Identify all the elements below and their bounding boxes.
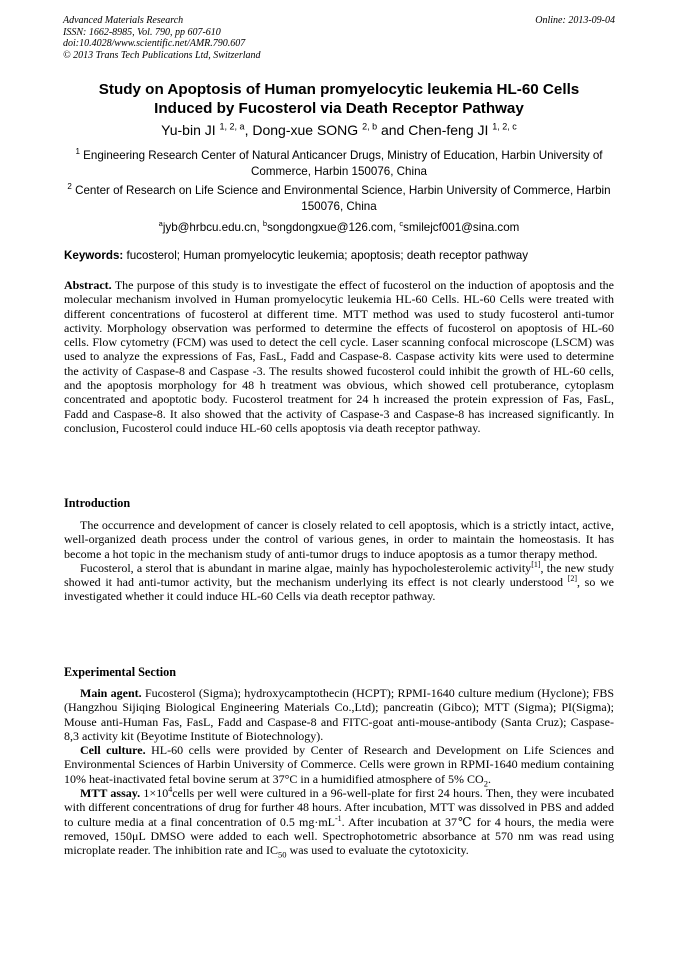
- email-b-link[interactable]: songdongxue@126.com,: [267, 221, 397, 234]
- abstract-label: Abstract.: [64, 278, 112, 292]
- intro-paragraph-2: [64, 561, 614, 604]
- author-3-affil: 1, 2, c: [492, 121, 517, 132]
- main-agent-label: Main agent.: [80, 686, 142, 700]
- affiliation-2-number: 2: [67, 182, 72, 192]
- affiliation-1: [75, 148, 603, 179]
- journal-name: Advanced Materials Research: [63, 15, 184, 26]
- mtt-exponent-2: -1: [334, 813, 342, 823]
- intro-p2-part-a: Fucosterol, a sterol that is abundant in marine algae, mainly has hypocholesterolemic activity: [80, 560, 532, 575]
- intro-paragraph-1: The occurrence and development of cancer is closely related to cell apoptosis, which is a strictly intact, active, well-organized death process under the control of various genes, in order to maintain the homeostasis. It has become a hot topic in the mechanism study of anti-tumor drugs to induce apoptosis as a tumor therapy method.: [64, 518, 614, 561]
- co2-subscript: 2: [483, 778, 488, 789]
- journal-header: [63, 15, 615, 61]
- mtt-part-b: cells per well were cultured in a 96-well-plate for first 24 hours. Then, they were incubated with different concentrations of drug for further 48 hours. After incubation, MTT was dissolved in PBS and added to culture media at a final concentration of 0.5 mg·mL: [64, 786, 615, 829]
- copyright-line: © 2013 Trans Tech Publications Ltd, Switzerland: [63, 49, 261, 61]
- cell-culture-end: .: [487, 771, 491, 786]
- experimental-body: [64, 686, 614, 858]
- mtt-part-c: . After incubation at 37℃ for 4 hours, the media were removed, 150μL DMSO were added to each well. Spectrophotometric absorbance at 570 nm was read using microplate reader. The inhibition rate and IC: [64, 814, 614, 858]
- affiliation-2: [57, 183, 621, 214]
- abstract: [64, 278, 614, 435]
- mtt-exponent: 4: [168, 785, 173, 795]
- reference-1[interactable]: [1]: [531, 559, 541, 569]
- issn-line: ISSN: 1662-8985, Vol. 790, pp 607-610: [63, 26, 221, 38]
- email-b-mark: b: [262, 219, 268, 229]
- keywords-text: fucosterol; Human promyelocytic leukemia; apoptosis; death receptor pathway: [126, 249, 528, 262]
- introduction-body: [64, 518, 614, 604]
- title-line-2: Induced by Fucosterol via Death Receptor Pathway: [154, 100, 524, 117]
- main-agent-text: Fucosterol (Sigma); hydroxycamptothecin (HCPT); RPMI-1640 culture medium (Hyclone); FBS (Hangzhou Sijiqing Biological Engineering Materials Co.,Ltd); pancreatin (Gibco); MTT (Sigma); PI(Sigma); Mouse anti-Human Fas, FasL, Fadd and Caspase-8 and FITC-goat anti-mouse-antibody (Santa Cruz); Caspase-8,3 activity kit (Beyotime Institute of Biotechnology).: [64, 686, 614, 743]
- abstract-text: The purpose of this study is to investigate the effect of fucosterol on the induction of apoptosis and the molecular mechanism involved in Human promyelocytic leukemia HL-60 Cells. HL-60 Cells were treated with different concentrations of fucosterol at different time. MTT method was used to study fucosterol anti-tumor activity. Morphology observation was performed to determine the effects of fucosterol on apoptosis of HL-60 cells. Flow cytometry (FCM) was used to detect the cell cycle. Laser scanning confocal microscope (LSCM) was used to analyze the expressions of Fas, FasL, Fadd and Caspase-8. Caspase activity kits were used to determine the activity of Caspase-8 and Caspase -3. The results showed fucosterol could inhibit the growth of HL-60 cells, and the apoptosis morphology for 48 h treatment was obvious, which showed cell protuberance, cytoplasm concentrated and apoptotic body. Fucosterol treatment for 24 h increased the protein expression of Fas, FasL, Fadd and Caspase-8. It also showed that the activity of Caspase-3 and Caspase-8 has increased significantly. In conclusion, Fucosterol could induce HL-60 cells apoptosis via death receptor pathway.: [64, 278, 614, 435]
- keywords-label: Keywords:: [64, 249, 124, 262]
- author-2-affil: 2, b: [362, 121, 378, 132]
- experimental-heading: Experimental Section: [64, 665, 177, 679]
- reference-2[interactable]: [2]: [567, 574, 578, 584]
- doi-line: doi:10.4028/www.scientific.net/AMR.790.607: [63, 38, 246, 49]
- mtt-assay-paragraph: [64, 785, 615, 860]
- author-1-affil: 1, 2, a: [219, 121, 245, 132]
- introduction-heading: Introduction: [64, 496, 131, 510]
- title-line-1: Study on Apoptosis of Human promyelocytic leukemia HL-60 Cells: [98, 81, 580, 98]
- ic50-subscript: 50: [278, 849, 287, 860]
- cell-culture-paragraph: [64, 743, 614, 789]
- author-1: Yu-bin JI: [161, 122, 216, 138]
- keywords: [64, 248, 624, 263]
- author-3: Chen-feng JI: [408, 122, 489, 138]
- intro-p2-part-b: , the new study showed it had anti-tumor activity, but the mechanism underlying its effect is not clearly understood: [64, 560, 615, 590]
- email-a-link[interactable]: jyb@hrbcu.edu.cn,: [162, 221, 260, 234]
- affiliation-1-number: 1: [75, 147, 80, 157]
- email-a-mark: a: [158, 219, 163, 229]
- mtt-part-d: was used to evaluate the cytotoxicity.: [289, 843, 469, 858]
- affiliation-1-text: Engineering Research Center of Natural Anticancer Drugs, Ministry of Education, Harbin University of Commerce, Harbin 150076, China: [83, 149, 603, 178]
- main-agent-paragraph: [64, 686, 614, 743]
- affiliation-2-text: Center of Research on Life Science and Environmental Science, Harbin University of Commerce, Harbin 150076, China: [75, 184, 611, 213]
- email-c-mark: c: [399, 219, 404, 229]
- paper-title: [60, 80, 618, 118]
- online-date: Online: 2013-09-04: [535, 15, 615, 26]
- author-2: Dong-xue SONG: [252, 122, 359, 138]
- email-c-link[interactable]: smilejcf001@sina.com: [403, 221, 520, 234]
- author-emails: [57, 220, 621, 235]
- mtt-assay-label: MTT assay.: [80, 786, 141, 801]
- author-join: and: [380, 122, 405, 138]
- intro-p2-part-c: , so we investigated whether it could induce HL-60 Cells via death receptor pathway.: [64, 575, 615, 604]
- cell-culture-text: HL-60 cells were provided by Center of Research and Development on Life Sciences and Environmental Sciences of Harbin University of Commerce. Cells were grown in RPMI-1640 medium containing 10% heat-inactivated fetal bovine serum at 37°C in a humidified atmosphere of 5% CO: [64, 743, 614, 786]
- mtt-part-a: 1×10: [143, 786, 169, 801]
- cell-culture-label: Cell culture.: [80, 743, 146, 758]
- author-list: Yu-bin JI $^{1, 2, a}$, Dong-xue SONG $^{2, b}$ and Chen-feng JI $^{1, 2, c}$: [161, 121, 517, 138]
